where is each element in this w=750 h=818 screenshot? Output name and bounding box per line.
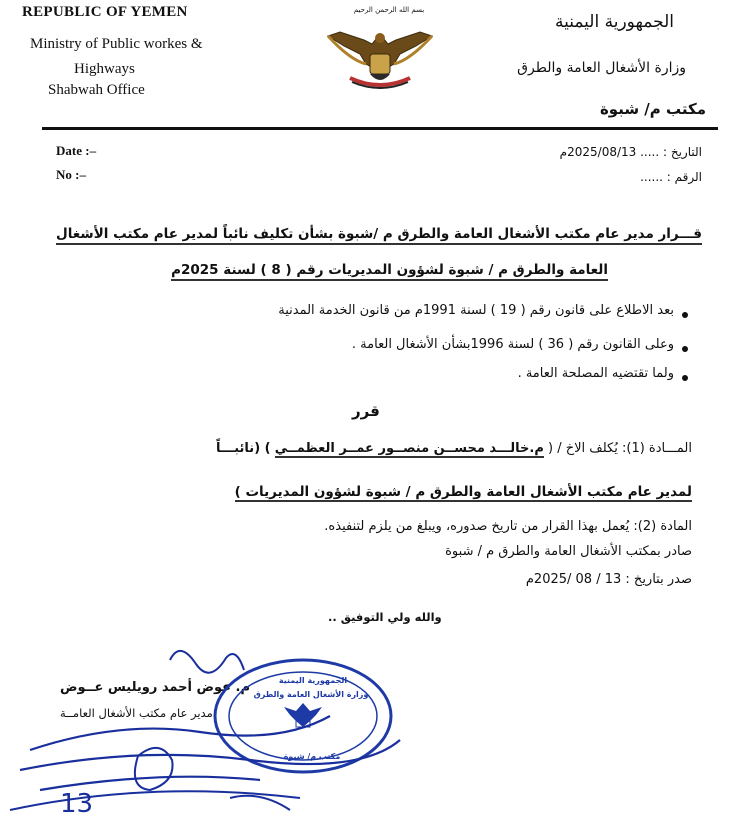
appointee-name: م.خالـــد محســن منصــور عمــر العظمــي: [274, 441, 544, 456]
bullet-icon: [682, 375, 688, 381]
header-republic-en: REPUBLIC OF YEMEN: [22, 4, 188, 20]
signer-name: م. عوض أحمد رويليس عــوض: [60, 680, 250, 695]
handwritten-signature-icon: [0, 620, 750, 818]
number-label-en: No :–: [56, 167, 86, 182]
header-ministry-en: Ministry of Public workes &: [30, 36, 203, 52]
article-1-line1: [216, 441, 692, 456]
article-1-prefix: المـــادة (1): يُكلف الاخ / (: [548, 441, 692, 456]
basmala-text: بسم الله الرحمن الرحيم: [353, 6, 425, 14]
issued-at: صادر بمكتب الأشغال العامة والطرق م / شبوة: [445, 544, 692, 559]
stamp-text-line1: الجمهورية اليمنية: [278, 676, 348, 685]
decision-title-line1: قـــرار مدير عام مكتب الأشغال العامة والطرق م /شبوة بشأن تكليف نائباً لمدير عام مكتب الأشغال: [56, 226, 702, 245]
date-ar: التاريخ : ..... 2025/08/13م: [559, 145, 702, 159]
eagle-emblem-icon: [320, 20, 440, 92]
header-divider: [42, 127, 718, 130]
article-1-suffix: ) (نائبـــاً: [216, 441, 271, 456]
stamp-text-line2: وزارة الأشغال العامة والطرق: [253, 690, 369, 699]
issued-date: صدر بتاريخ : 13 / 08 /2025م: [525, 572, 692, 587]
stamp-text-line3: مكتب م/ شبوة: [283, 752, 341, 761]
preamble-item: بعد الاطلاع على قانون رقم ( 19 ) لسنة 1991م من قانون الخدمة المدنية: [278, 303, 674, 318]
header-ministry-ar: وزارة الأشغال العامة والطرق: [517, 60, 686, 76]
header-office-en: Shabwah Office: [48, 82, 145, 98]
header-office-ar: مكتب م/ شبوة: [599, 100, 706, 118]
date-label-en: Date :–: [56, 143, 97, 158]
bullet-icon: [682, 312, 688, 318]
closing-phrase: والله ولي التوفيق ..: [328, 610, 442, 624]
bullet-icon: [682, 346, 688, 352]
reference-number-ar: الرقم : ......: [640, 170, 702, 184]
preamble-item: وعلى القانون رقم ( 36 ) لسنة 1996بشأن الأشغال العامة .: [351, 337, 674, 352]
header-republic-ar: الجمهورية اليمنية: [554, 12, 674, 32]
article-2: المادة (2): يُعمل بهذا القرار من تاريخ صدوره، ويبلغ من يلزم لتنفيذه.: [324, 519, 692, 534]
preamble-item: ولما تقتضيه المصلحة العامة .: [517, 366, 674, 381]
handwritten-number: 13: [60, 789, 94, 818]
header-highways-en: Highways: [74, 61, 135, 77]
article-1-line2: لمدير عام مكتب الأشغال العامة والطرق م / شبوة لشؤون المديريات ): [234, 484, 692, 500]
decided-heading: قرر: [352, 402, 380, 420]
decision-title-line2: العامة والطرق م / شبوة لشؤون المديريات رقم ( 8 ) لسنة 2025م: [171, 262, 608, 281]
signer-title: مدير عام مكتب الأشغال العامــة: [60, 706, 213, 720]
